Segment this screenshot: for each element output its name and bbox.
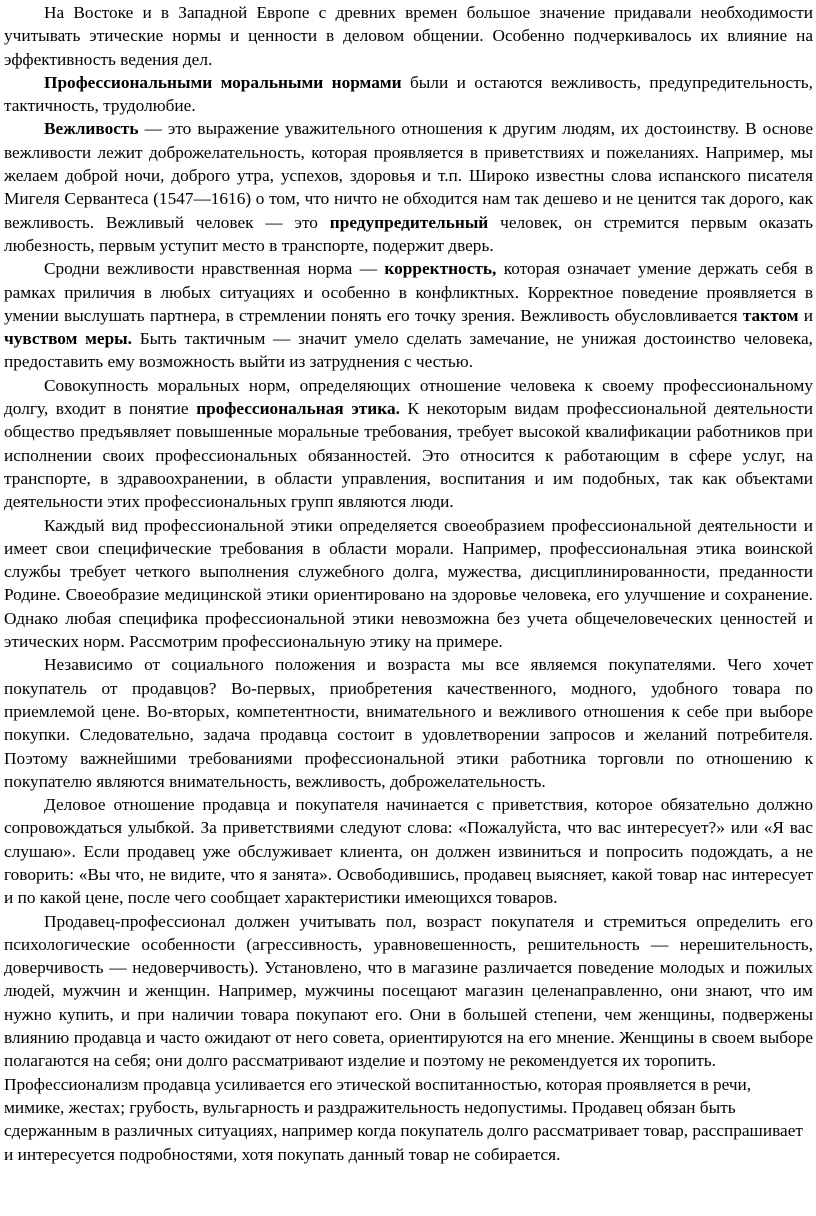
- paragraph-text: и: [798, 305, 813, 325]
- paragraph-text: Сродни вежливости нравственная норма —: [44, 259, 385, 279]
- paragraph-text: Каждый вид профессиональной этики определяется своеобразием профессиональной деятельности и имеет свои специфические требования в области морали. Например, профессиональная этика воинской службы требует четкого выполнения служебного долга, мужества, дисциплинированности, преданности Родине. Своеобразие медицинской этики ориентировано на здоровье человека, его улучшение и сохранение. Однако любая специфика профессиональной этики невозможна без учета общечеловеческих ценностей и этических норм. Рассмотрим профессиональную этику на примере.: [4, 515, 813, 652]
- paragraph-text: — это выражение уважительного отношения к другим людям, их достоинству. В основе вежливости лежит доброжелательность, которая проявляется в приветствиях и пожеланиях. Например, мы желаем доброй ночи, доброго утра, успехов, здоровья и т.п. Широко известны слова испанского писателя Мигеля Сервантеса (1547—1616) о том, что ничто не обходится нам так дешево и не ценится так дорого, как вежливость. Вежливый человек — это: [4, 119, 813, 232]
- paragraph-text: Быть тактичным — значит умело сделать замечание, не унижая достоинство человека, предоставить ему возможность выйти из затруднения с честью.: [4, 329, 813, 372]
- paragraph-professional-ethics: [4, 374, 813, 514]
- paragraph-greeting: [4, 793, 813, 909]
- paragraph-text: которая означает умение держать себя в рамках приличия в любых ситуациях и особенно в конфликтных. Корректное поведение проявляется в умении выслушать партнера, в стремлении понять его точку зрения. Вежливость обусловливается: [4, 259, 813, 325]
- paragraph-text: Независимо от социального положения и возраста мы все являемся покупателями. Чего хочет покупатель от продавцов? Во-первых, приобретения качественного, модного, удобного товара по приемлемой цене. Во-вторых, компетентности, внимательного и вежливого отношения к себе при выборе покупки. Следовательно, задача продавца состоит в удовлетворении запросов и желаний потребителя. Поэтому важнейшими требованиями профессиональной этики работника торговли по отношению к покупателю являются внимательность, вежливость, доброжелательность.: [4, 655, 813, 791]
- paragraph-psychology: [4, 910, 813, 1073]
- term-sense-of-measure: чувством меры.: [4, 329, 132, 349]
- term-politeness: Вежливость: [44, 119, 139, 139]
- paragraph-ethics-types: [4, 514, 813, 654]
- term-tact: тактом: [742, 305, 799, 325]
- term-professional-ethics: профессиональная этика.: [196, 399, 400, 419]
- paragraph-text: Деловое отношение продавца и покупателя начинается с приветствия, которое обязательно должно сопровождаться улыбкой. За приветствиями следуют слова: «Пожалуйста, что вас интересует?» или «Я вас слушаю». Если продавец уже обслуживает клиента, он должен извиниться и попросить подождать, а не говорить: «Вы что, не видите, что я занята». Освободившись, продавец выясняет, какой товар нас интересует и по какой цене, после чего сообщает характеристики имеющихся товаров.: [4, 795, 813, 908]
- paragraph-text: Совокупность моральных норм, определяющих отношение человека к своему профессиональному долгу, входит в понятие: [4, 375, 813, 419]
- paragraph-text: На Востоке и в Западной Европе с древних времен большое значение придавали необходимости учитывать этические нормы и ценности в деловом общении. Особенно подчеркивалось их влияние на эффективность ведения дел.: [4, 3, 813, 69]
- paragraph-text: К некоторым видам профессиональной деятельности общество предъявляет повышенные моральные требования, требует высокой квалификации работников при исполнении своих профессиональных обязанностей. Это относится к работающим в сфере услуг, на транспорте, в здравоохранении, в области управления, воспитания и им подобных, так как объектами деятельности этих профессиональных групп являются люди.: [4, 399, 814, 512]
- paragraph-text: были и остаются вежливость, предупредительность, тактичность, трудолюбие.: [4, 72, 813, 116]
- term-professional-norms: Профессиональными моральными нормами: [44, 72, 402, 92]
- paragraph-text: человек, он стремится первым оказать любезность, первым уступит место в транспорте, подержит дверь.: [4, 212, 813, 255]
- paragraph-text: Профессионализм продавца усиливается его этической воспитанностью, которая проявляется в речи, мимике, жестах; грубость, вульгарность и раздражительность недопустимы. Продавец обязан быть сдержанным в различных ситуациях, например когда покупатель долго рассматривает товар, расспрашивает и интересуется подробностями, хотя покупать данный товар не собирается.: [4, 1074, 803, 1164]
- paragraph-politeness: [4, 117, 813, 257]
- paragraph-buyers: [4, 653, 813, 793]
- paragraph-correctness: [4, 257, 813, 373]
- paragraph-text: Продавец-профессионал должен учитывать пол, возраст покупателя и стремиться определить его психологические особенности (агрессивность, уравновешенность, решительность — нерешительность, доверчивость — недоверчивость). Установлено, что в магазине различается поведение молодых и пожилых людей, мужчин и женщин. Например, мужчины посещают магазин целенаправленно, они знают, что им нужно купить, и при наличии товара покупают его. Они в большей степени, чем женщины, подвержены влиянию продавца и часто ожидают от него совета, ориентируются на его мнение. Женщины в своем выборе полагаются на себя; они долго рассматривают изделие и поэтому не рекомендуется их торопить.: [4, 911, 813, 1071]
- paragraph-intro: [4, 1, 813, 71]
- paragraph-professionalism: [4, 1073, 813, 1166]
- paragraph-professional-norms: [4, 71, 813, 118]
- term-correctness: корректность,: [384, 259, 497, 279]
- term-considerate: предупредительный: [329, 212, 489, 232]
